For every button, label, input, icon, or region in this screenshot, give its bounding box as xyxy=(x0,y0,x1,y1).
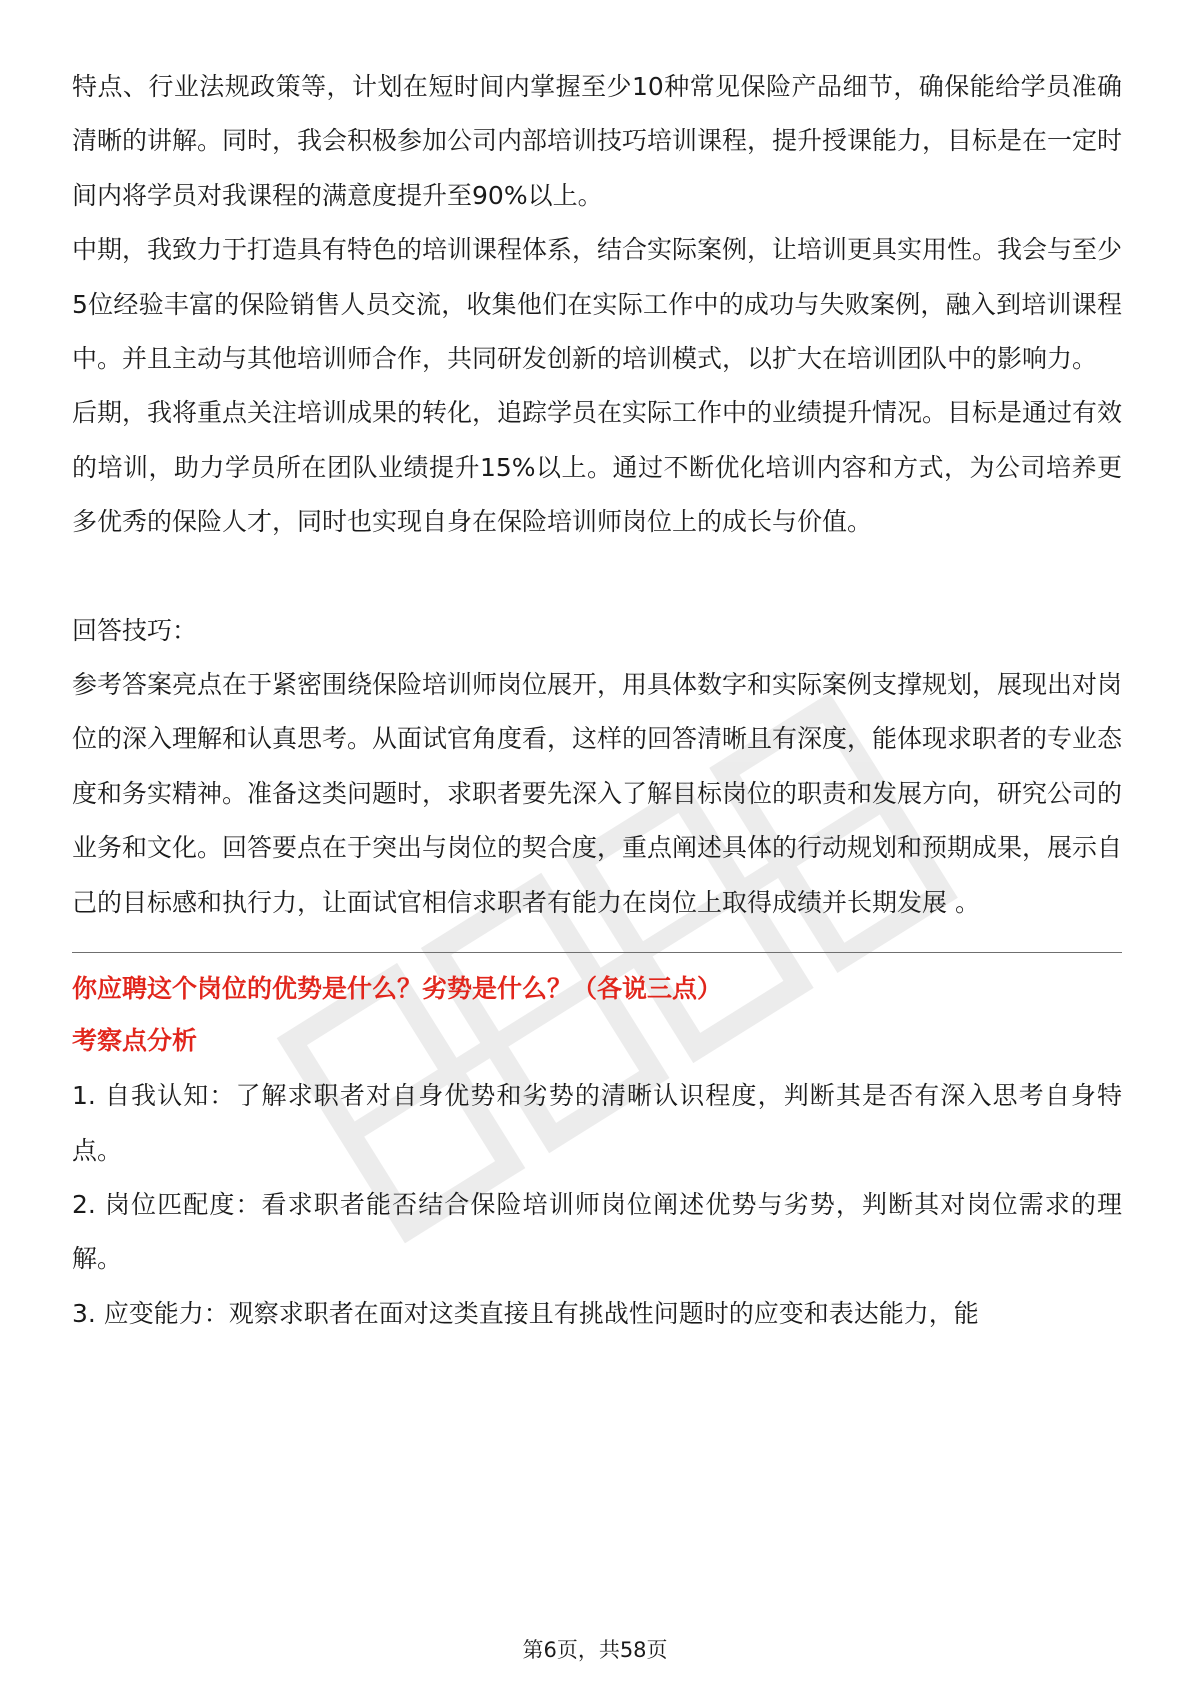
page-number: 第6页，共58页 xyxy=(522,1638,668,1662)
paragraph-short-term: 特点、行业法规政策等，计划在短时间内掌握至少10种常见保险产品细节，确保能给学员准确清晰的讲解。同时，我会积极参加公司内部培训技巧培训课程，提升授课能力，目标是在一定时间内将学员对我课程的满意度提升至90%以上。 xyxy=(72,72,1123,210)
paragraph-long-term: 后期，我将重点关注培训成果的转化，追踪学员在实际工作中的业绩提升情况。目标是通过有效的培训，助力学员所在团队业绩提升15%以上。通过不断优化培训内容和方式，为公司培养更多优秀的保险人才，同时也实现自身在保险培训师岗位上的成长与价值。 xyxy=(72,398,1123,537)
paragraph-mid-term: 中期，我致力于打造具有特色的培训课程体系，结合实际案例，让培训更具实用性。我会与至少5位经验丰富的保险销售人员交流，收集他们在实际工作中的成功与失败案例，融入到培训课程中。并且主动与其他培训师合作，共同研发创新的培训模式，以扩大在培训团队中的影响力。 xyxy=(72,235,1123,374)
blank-line xyxy=(72,550,1122,604)
tips-body: 参考答案亮点在于紧密围绕保险培训师岗位展开，用具体数字和实际案例支撑规划，展现出对岗位的深入理解和认真思考。从面试官角度看，这样的回答清晰且有深度，能体现求职者的专业态度和务实精神。准备这类问题时，求职者要先深入了解目标岗位的职责和发展方向，研究公司的业务和文化。回答要点在于突出与岗位的契合度，重点阐述具体的行动规划和预期成果，展示自己的目标感和执行力，让面试官相信求职者有能力在岗位上取得成绩并长期发展 。 xyxy=(72,670,1123,917)
main-content xyxy=(72,60,1122,1341)
analysis-point-1: 1. 自我认知：了解求职者对自身优势和劣势的清晰认识程度，判断其是否有深入思考自身特点。 xyxy=(72,1081,1122,1165)
analysis-point-2: 2. 岗位匹配度：看求职者能否结合保险培训师岗位阐述优势与劣势，判断其对岗位需求的理解。 xyxy=(72,1189,1122,1274)
analysis-point-3: 3. 应变能力：观察求职者在面对这类直接且有挑战性问题时的应变和表达能力，能 xyxy=(72,1298,979,1328)
question-title: 你应聘这个岗位的优势是什么？劣势是什么？（各说三点） xyxy=(72,974,723,1004)
tips-heading: 回答技巧： xyxy=(72,615,198,645)
analysis-heading: 考察点分析 xyxy=(72,1026,198,1056)
section-divider xyxy=(72,952,1122,953)
